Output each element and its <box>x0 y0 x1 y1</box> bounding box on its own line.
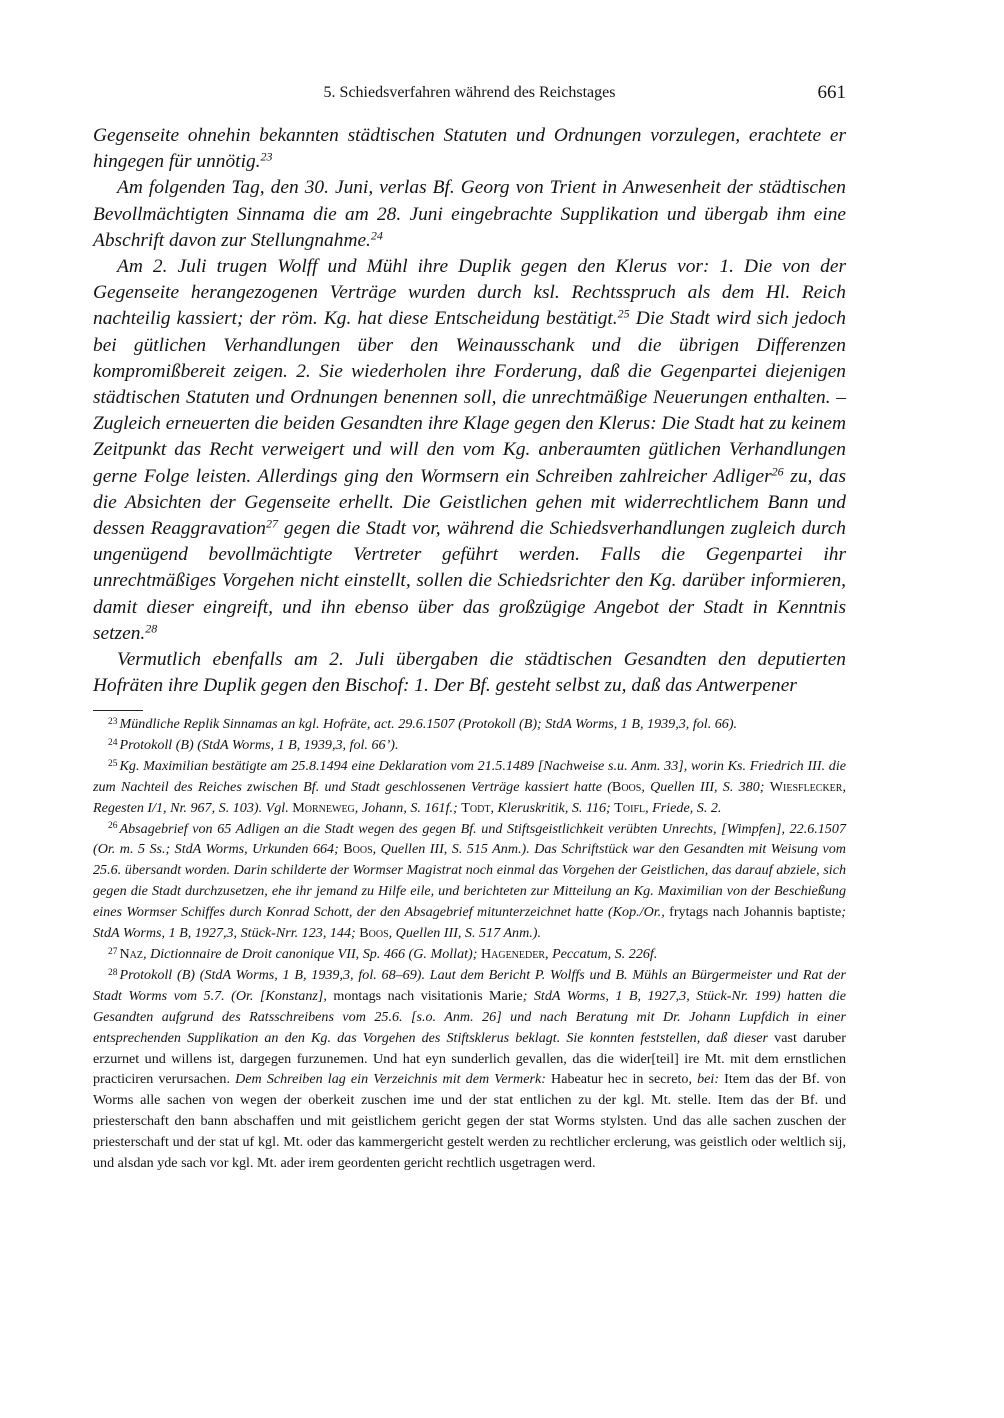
author-name: Toifl <box>614 799 646 816</box>
paragraph <box>93 647 846 699</box>
footnote-ref: 26 <box>771 464 784 479</box>
paragraph-text: Vermutlich ebenfalls am 2. Juli übergaben die städtischen Gesandten den deputierten Hofräten ihre Duplik gegen den Bischof: 1. Der Bf. gesteht selbst zu, daß das Antwerpener <box>93 649 846 697</box>
author-name: Boos <box>343 841 373 858</box>
footnote-ref: 23 <box>260 149 273 164</box>
footnote-27 <box>93 944 846 965</box>
footnote-text: , Regesten I/1, Nr. 967, S. 103). Vgl. <box>93 778 846 816</box>
footnote-text: , Dictionnaire de Droit canonique VII, Sp. 466 (G. Mollat); <box>143 945 481 962</box>
footnote-number: 25 <box>108 758 118 769</box>
footnote-text: Dem Schreiben lag ein Verzeichnis mit dem Vermerk: <box>229 1071 552 1088</box>
footnote-number: 28 <box>108 967 118 978</box>
footnote-number: 23 <box>108 716 118 727</box>
page-number: 661 <box>817 82 846 103</box>
author-name: Wiesflecker <box>769 778 843 795</box>
paragraph <box>93 175 846 254</box>
paragraph-continuation <box>93 123 846 175</box>
source-quote: frytags nach Johannis baptiste <box>669 904 842 921</box>
footnote-text: , Quellen III, S. 515 Anm.). Das Schriftstück war den Gesandten mit Weisung vom 25.6. übersandt worden. Darin schilderte der Wormser Magistrat noch einmal das Vorgehen der Geistlichen, das darauf abziele, sich gegen die Stadt durchzusetzen, ehe ihr jemand zu Hilfe eile, und berichteten zur Mitteilung an Kg. Maximilian von der Beschießung eines Wormser Schiffes durch Konrad Schott, der den Absagebrief mitunterzeichnet hatte (Kop./Or., <box>93 841 846 921</box>
footnote-text: , Quellen III, S. 380; <box>641 778 770 795</box>
footnote-separator <box>93 710 143 711</box>
footnote-text: ; StdA Worms, 1 B, 1927,3, Stück-Nr. 199) hatten die Gesandten aufgrund des Ratsschreibens vom 25.6. [s.o. Anm. 26] und nach Beratung mit Dr. Johann Lupfdich in einer entsprechenden Supplikation an den Kg. das Vorgehen des Stiftsklerus beklagt. Sie konnten feststellen, daß dieser <box>93 987 846 1046</box>
page-header <box>93 82 846 108</box>
paragraph-text: Am 2. Juli trugen Wolff und Mühl ihre Duplik gegen den Klerus vor: 1. Die von der Gegenseite herangezogenen Verträge wurden durch ksl. Rechtsspruch als dem Hl. Reich nachteilig kassiert; der röm. Kg. hat diese Entscheidung bestätigt. <box>93 256 846 330</box>
author-name: Boos <box>359 925 389 942</box>
footnote-text: Kg. Maximilian bestätigte am 25.8.1494 eine Deklaration vom 21.5.1489 [Nachweise s.u. Anm. 33], worin Ks. Friedrich III. die zum Nachteil des Reiches zwischen Bf. und Stadt geschlossenen Verträge kassiert hatte ( <box>93 757 846 795</box>
author-name: Naz <box>119 945 144 962</box>
footnote-ref: 27 <box>266 516 279 531</box>
footnote-text: ; StdA Worms, 1 B, 1927,3, Stück-Nrr. 123, 144; <box>93 904 846 942</box>
footnote-text: , Kleruskritik, S. 116; <box>490 799 615 816</box>
footnotes <box>93 714 846 1174</box>
footnote-ref: 24 <box>370 228 383 243</box>
paragraph <box>93 254 846 647</box>
paragraph-text: Am folgenden Tag, den 30. Juni, verlas Bf. Georg von Trient in Anwesenheit der städtischen Bevollmächtigten Sinnama die am 28. Juni eingebrachte Supplikation und übergab ihm eine Abschrift davon zur Stellungnahme. <box>93 177 846 251</box>
paragraph-text: gegen die Stadt vor, während die Schiedsverhandlungen zugleich durch ungenügend bevollmächtigte Vertreter geführt werden. Falls die Gegenpartei ihr unrechtmäßiges Vorgehen nicht einstellt, sollen die Schiedsrichter den Kg. darüber informieren, damit dieser eingreift, und ihn ebenso über das großzügige Angebot der Stadt in Kenntnis setzen. <box>93 518 846 644</box>
footnote-23 <box>93 714 846 735</box>
footnote-text: , bei: <box>688 1071 725 1088</box>
footnote-text: Protokoll (B) (StdA Worms, 1 B, 1939,3, fol. 68–69). Laut dem Bericht P. Wolffs und B. Mühls an Bürgermeister und Rat der Stadt Worms vom 5.7. (Or. [Konstanz], <box>93 966 846 1004</box>
footnote-28 <box>93 965 846 1174</box>
paragraph-text: Die Stadt wird sich jedoch bei gütlichen Verhandlungen über den Weinausschank und die übrigen Differenzen kompromißbereit zeigen. 2. Sie wiederholen ihre Forderung, daß die Gegenpartei diejenigen städtischen Statuten und Ordnungen benennen soll, die unrechtmäßige Neuerungen enthalten. – Zugleich erneuerten die beiden Gesandten ihre Klage gegen den Klerus: Die Stadt hat zu keinem Zeitpunkt das Recht verweigert und will den vom Kg. anberaumten gütlichen Verhandlungen gerne Folge leisten. Allerdings ging den Wormsern ein Schreiben zahlreicher Adliger <box>93 308 846 487</box>
source-quote: Item das der Bf. von Worms alle sachen von wegen der oberkeit zuschen ime und der stat entlichen zu der kgl. Mt. stelle. Item das der Bf. und priesterschaft den bann abschaffen und mit geistlichem gericht gegen der stat Worms stylsten. Und das alle sachen zuschen der priesterschaft und der stat uf kgl. Mt. oder das kammergericht gestelt werden zu rechtlicher erclerung, was geistlich oder weltlich sij, und alsdan yde sach vor kgl. Mt. ader irem geordenten gericht rechtlich usgetragen werd. <box>93 1071 846 1172</box>
source-quote: montags nach visitationis Marie <box>333 987 523 1004</box>
footnote-number: 24 <box>108 737 118 748</box>
source-quote: Habeatur hec in secreto <box>551 1071 689 1088</box>
footnote-text: Mündliche Replik Sinnamas an kgl. Hofräte, act. 29.6.1507 (Protokoll (B); StdA Worms, 1 B, 1939,3, fol. 66). <box>119 716 738 732</box>
author-name: Hageneder <box>480 945 546 962</box>
footnote-text: , Quellen III, S. 517 Anm.). <box>388 925 542 942</box>
footnote-number: 27 <box>108 946 118 957</box>
footnote-text: Protokoll (B) (StdA Worms, 1 B, 1939,3, fol. 66’). <box>119 736 399 753</box>
paragraph-text: Gegenseite ohnehin bekannten städtischen Statuten und Ordnungen vorzulegen, erachtete er hingegen für unnötig. <box>93 125 846 173</box>
footnote-ref: 25 <box>617 306 630 321</box>
paragraph-text: zu, das die Absichten der Gegenseite erhellt. Die Geistlichen gehen mit widerrechtlichem Bann und dessen Reaggravation <box>93 465 846 540</box>
author-name: Todt <box>461 799 491 816</box>
footnote-text: , Peccatum, S. 226f. <box>545 945 658 962</box>
author-name: Boos <box>611 778 642 795</box>
footnote-25 <box>93 756 846 819</box>
footnote-ref: 28 <box>145 621 158 636</box>
running-head: 5. Schiedsverfahren während des Reichstages <box>323 84 616 101</box>
footnote-text: , Friede, S. 2. <box>645 799 722 816</box>
main-text <box>93 123 846 699</box>
footnote-26 <box>93 819 846 944</box>
footnote-number: 26 <box>108 821 118 832</box>
footnote-text: Absagebrief von 65 Adligen an die Stadt wegen des gegen Bf. und Stiftsgeistlichkeit verübten Unrechts, [Wimpfen], 22.6.1507 (Or. m. 5 Ss.; StdA Worms, Urkunden 664; <box>93 820 846 858</box>
author-name: Morneweg <box>292 799 355 816</box>
source-quote: vast daruber erzurnet und willens ist, dargegen furzunemen. Und hat eyn sunderlich gevallen, das die wider[teil] ire Mt. mit dem ernstlichen practiciren verursachen. <box>93 1029 847 1088</box>
footnote-24 <box>93 735 846 756</box>
footnote-text: , Johann, S. 161f.; <box>354 799 462 816</box>
